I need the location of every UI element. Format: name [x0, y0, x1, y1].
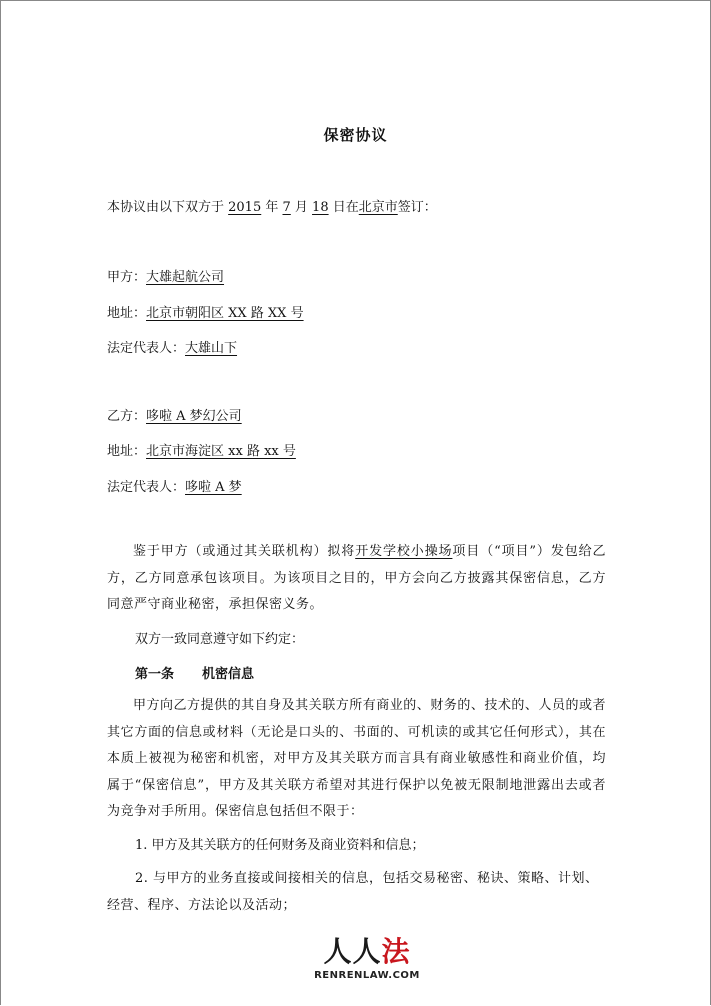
document-title: 保密协议	[323, 126, 388, 144]
party-a-name-line	[107, 266, 224, 285]
party-b-rep-line	[107, 476, 242, 495]
intro-prefix: 本协议由以下双方于	[107, 200, 229, 215]
party-b-name-line	[107, 405, 242, 424]
party-b-address-label: 地址：	[107, 444, 147, 459]
intro-day-suffix: 日在	[328, 200, 359, 215]
intro-year-suffix: 年	[261, 200, 283, 215]
logo-mark	[312, 930, 422, 970]
party-b-rep-label: 法定代表人：	[107, 480, 186, 495]
recital-text-b: 项目（“项目”）发包给乙方，乙方同意承包该项目。为该项目之目的，甲方会向乙方披露其保密信息，乙方同意严守商业秘密，承担保密义务。	[107, 544, 606, 612]
party-a-address-line	[107, 302, 304, 321]
party-b-label: 乙方：	[107, 409, 147, 424]
recital-paragraph	[107, 539, 606, 619]
party-b-address-line	[107, 440, 296, 459]
party-a-rep: 大雄山下	[185, 341, 238, 356]
party-b-name: 哆啦 A 梦幻公司	[146, 409, 242, 424]
article-1-title: 机密信息	[202, 667, 255, 682]
party-b-address: 北京市海淀区 xx 路 xx 号	[146, 444, 296, 459]
intro-city: 北京市	[358, 200, 398, 215]
intro-day: 18	[312, 200, 329, 215]
party-a-address: 北京市朝阳区 XX 路 XX 号	[146, 306, 304, 321]
logo-text-b: 法	[381, 935, 411, 968]
article-1-heading	[135, 663, 254, 682]
agreement-statement: 双方一致同意遵守如下约定：	[135, 632, 305, 647]
intro-month-suffix: 月	[290, 200, 313, 215]
logo-subtitle: RENRENLAW.COM	[314, 970, 420, 981]
party-b-rep: 哆啦 A 梦	[185, 480, 242, 495]
party-a-label: 甲方：	[107, 270, 147, 285]
intro-month: 7	[282, 200, 291, 215]
renrenlaw-logo	[312, 930, 422, 981]
party-a-name: 大雄起航公司	[146, 270, 225, 285]
article-1-body: 甲方向乙方提供的其自身及其关联方所有商业的、财务的、技术的、人员的或者其它方面的信息或材料（无论是口头的、书面的、可机读的或其它任何形式），其在本质上被视为秘密和机密，对甲方及其关联方而言具有商业敏感性和商业价值，均属于“保密信息”，甲方及其关联方希望对其进行保护以免被无限制地泄露出去或者为竞争对手所用。保密信息包括但不限于：	[107, 698, 606, 819]
party-a-address-label: 地址：	[107, 306, 147, 321]
party-a-rep-line	[107, 337, 237, 356]
intro-year: 2015	[228, 200, 262, 215]
article-1-number: 第一条	[135, 667, 175, 682]
article-1-item-2: 2. 与甲方的业务直接或间接相关的信息，包括交易秘密、秘诀、策略、计划、经营、程序、方法论以及活动；	[107, 871, 599, 913]
intro-line	[107, 196, 437, 215]
logo-text-a: 人人	[323, 935, 382, 968]
recital-project: 开发学校小操场	[355, 544, 453, 559]
intro-end: 签订：	[397, 200, 437, 215]
party-a-rep-label: 法定代表人：	[107, 341, 186, 356]
article-1-item-1: 1. 甲方及其关联方的任何财务及商业资料和信息；	[135, 838, 425, 853]
recital-text-a: 鉴于甲方（或通过其关联机构）拟将	[133, 544, 356, 559]
